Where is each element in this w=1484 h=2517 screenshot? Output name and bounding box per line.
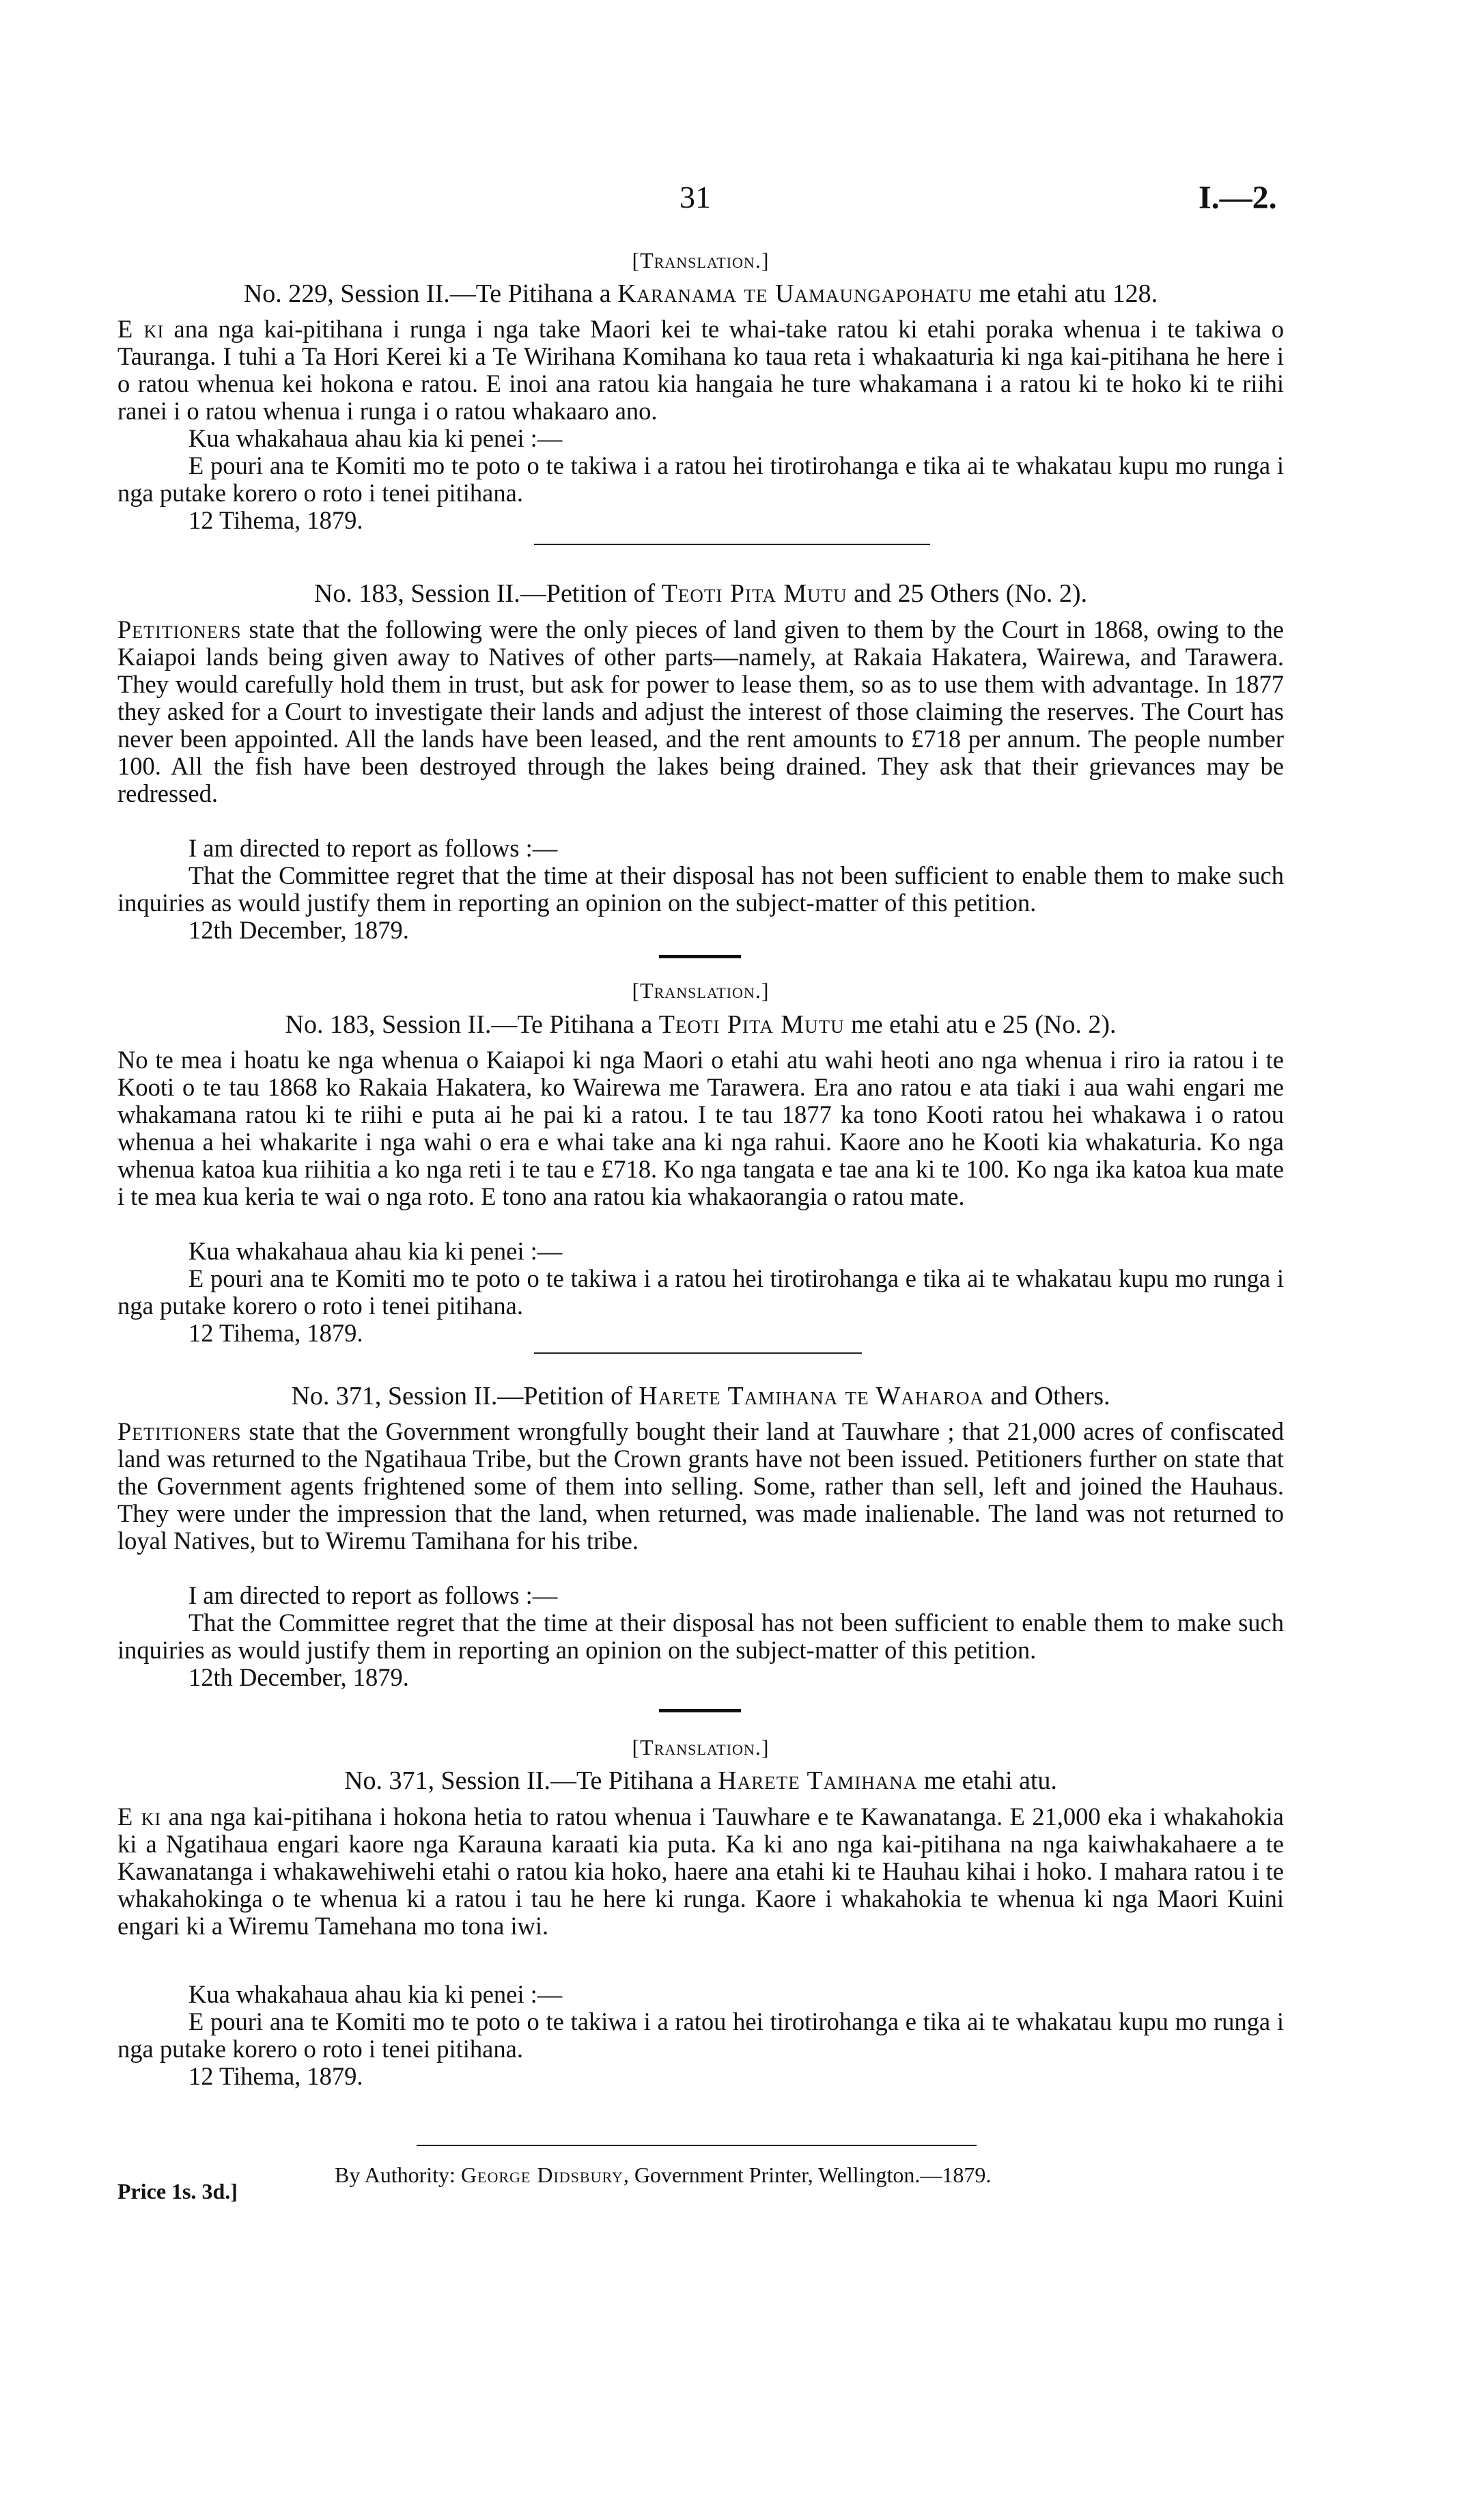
printer-name: George Didsbury	[460, 2163, 624, 2187]
short-divider	[659, 955, 741, 958]
petition-heading	[117, 1766, 1284, 1796]
body-lead: Petitioners	[117, 615, 242, 643]
authority-suffix: , Government Printer, Wellington.—1879.	[623, 2163, 992, 2187]
heading-suffix: me etahi atu.	[917, 1766, 1057, 1795]
report-date: 12 Tihema, 1879.	[188, 506, 363, 534]
authority-line	[335, 2163, 991, 2188]
petition-body	[117, 1046, 1284, 1210]
directive-line: Kua whakahaua ahau kia ki penei :—	[188, 1237, 563, 1265]
translation-label: [Translation.]	[632, 978, 770, 1003]
heading-prefix: No. 371, Session II.—Te Pitihana a	[344, 1766, 718, 1795]
committee-report: E pouri ana te Komiti mo te poto o te takiwa i a ratou hei tirotirohanga e tika ai te whakatau kupu mo runga i nga putake korero o roto i tenei pitihana.	[117, 2007, 1284, 2063]
document-reference: I.—2.	[1199, 180, 1277, 216]
petitioner-name: Karanama te Uamaungapohatu	[617, 279, 972, 308]
authority-prefix: By Authority:	[335, 2163, 461, 2187]
heading-suffix: and Others.	[983, 1382, 1110, 1410]
directive-line: I am directed to report as follows :—	[188, 834, 558, 862]
petition-body	[117, 1803, 1284, 1940]
footer-rule	[417, 2145, 977, 2146]
section-divider	[534, 1352, 862, 1354]
report-date: 12th December, 1879.	[188, 916, 409, 944]
body-text: ana nga kai-pitihana i runga i nga take Maori kei te whai-take ratou ki etahi poraka whenua i te takiwa o Tauranga. I tuhi a Ta Hori Kerei ki a Te Wirihana Komihana ko taua reta i whakaaturia ki nga kai-pitihana he here i o ratou whenua kei hokona e ratou. E inoi ana ratou kia hangaia he ture whakamana i a ratou ki te hoko ki te riihi ranei i o ratou whenua i runga i o ratou whakaaro ano.	[117, 315, 1284, 425]
heading-suffix: me etahi atu 128.	[972, 279, 1158, 308]
body-text: state that the Government wrongfully bought their land at Tauwhare ; that 21,000 acres of confiscated land was returned to the Ngatihaua Tribe, but the Crown grants have not been issued. Petitioners further on state that the Government agents frightened some of them into selling. Some, rather than sell, left and joined the Hauhaus. They were under the impression that the land, when returned, was made inalienable. The land was not returned to loyal Natives, but to Wiremu Tamihana for his tribe.	[117, 1417, 1284, 1555]
page-number: 31	[680, 180, 711, 214]
body-lead: Petitioners	[117, 1417, 242, 1445]
committee-report: That the Committee regret that the time at their disposal has not been sufficient to enable them to make such inquiries as would justify them in reporting an opinion on the subject-matter of this petition.	[117, 861, 1284, 917]
heading-prefix: No. 183, Session II.—Petition of	[313, 579, 662, 608]
petition-heading	[117, 1381, 1284, 1411]
heading-suffix: me etahi atu e 25 (No. 2).	[844, 1010, 1117, 1039]
body-lead: E ki	[117, 315, 165, 343]
report-date: 12th December, 1879.	[188, 1663, 409, 1691]
body-lead: E ki	[117, 1803, 162, 1831]
petition-body	[117, 316, 1284, 425]
directive-line: I am directed to report as follows :—	[188, 1581, 558, 1609]
committee-report: E pouri ana te Komiti mo te poto o te takiwa i a ratou hei tirotirohanga e tika ai te whakatau kupu mo runga i nga putake korero o roto i tenei pitihana.	[117, 451, 1284, 507]
short-divider	[659, 1709, 741, 1712]
heading-prefix: No. 229, Session II.—Te Pitihana a	[243, 279, 618, 308]
body-text: ana nga kai-pitihana i hokona hetia to ratou whenua i Tauwhare e te Kawanatanga. E 21,000 eka i whakahokia ki a Ngatihaua engari kaore nga Karauna karaati kia puta. Ka ki ano nga kai-pitihana na nga kaiwhakahaere a te Kawanatanga i whakawehiwehi etahi o ratou kia hoko, haere ana etahi ki te Hauhau kihai i hoko. I mahara ratou i te whakahokinga o te whenua ki a ratou i tau he here ki runga. Kaore i whakahokia te whenua ki nga Maori Kuini engari ki a Wiremu Tamehana mo tona iwi.	[117, 1803, 1285, 1940]
translation-label: [Translation.]	[632, 1735, 770, 1760]
petition-heading	[117, 579, 1284, 609]
petition-heading	[117, 279, 1284, 309]
committee-report: That the Committee regret that the time at their disposal has not been sufficient to enable them to make such inquiries as would justify them in reporting an opinion on the subject-matter of this petition.	[117, 1609, 1284, 1664]
heading-prefix: No. 183, Session II.—Te Pitihana a	[285, 1010, 659, 1039]
petitioner-name: Teoti Pita Mutu	[661, 579, 848, 608]
petitioner-name: Harete Tamihana te Waharoa	[639, 1382, 984, 1410]
report-date: 12 Tihema, 1879.	[188, 1319, 363, 1347]
translation-label: [Translation.]	[632, 248, 770, 273]
directive-line: Kua whakahaua ahau kia ki penei :—	[188, 424, 563, 452]
report-date: 12 Tihema, 1879.	[188, 2062, 363, 2090]
heading-suffix: and 25 Others (No. 2).	[847, 579, 1088, 608]
price-label: Price 1s. 3d.]	[117, 2179, 238, 2203]
petition-heading	[117, 1010, 1284, 1040]
committee-report: E pouri ana te Komiti mo te poto o te takiwa i a ratou hei tirotirohanga e tika ai te whakatau kupu mo runga i nga putake korero o roto i tenei pitihana.	[117, 1264, 1284, 1320]
petition-body	[117, 1418, 1284, 1555]
body-text: state that the following were the only pieces of land given to them by the Court in 1868, owing to the Kaiapoi lands being given away to Natives of other parts—namely, at Rakaia Hakatera, Wairewa, and Tarawera. They would carefully hold them in trust, but ask for power to lease them, so as to use them with advantage. In 1877 they asked for a Court to investigate their lands and adjust the interest of those claiming the reserves. The Court has never been appointed. All the lands have been leased, and the rent amounts to £718 per annum. The people number 100. All the fish have been destroyed through the lakes being drained. They ask that their grievances may be redressed.	[117, 615, 1284, 807]
petitioner-name: Harete Tamihana	[718, 1766, 918, 1795]
body-text: No te mea i hoatu ke nga whenua o Kaiapoi ki nga Maori o etahi atu wahi heoti ano nga whenua i riro ia ratou i te Kooti o te tau 1868 ko Rakaia Hakatera, ko Wairewa me Tarawera. Era ano ratou e ata tiaki i aua wahi engari me whakamana ratou ki te riihi e puta ai he pai ki a ratou. I te tau 1877 ka tono Kooti ratou hei whakawa i o ratou whenua a hei whakarite i nga wahi o era e whai take ana ki nga rahui. Kaore ano he Kooti kia whakaturia. Ko nga whenua katoa kua riihitia a ko nga reti i te tau e £718. Ko nga tangata e tae ana ki te 100. Ko nga ika katoa kua mate i te mea kua keria te wai o nga roto. E tono ana ratou kia whakaorangia o ratou mate.	[117, 1046, 1284, 1210]
heading-prefix: No. 371, Session II.—Petition of	[291, 1382, 639, 1410]
petitioner-name: Teoti Pita Mutu	[658, 1010, 845, 1039]
section-divider	[534, 544, 930, 545]
directive-line: Kua whakahaua ahau kia ki penei :—	[188, 1980, 563, 2008]
petition-body	[117, 616, 1284, 807]
